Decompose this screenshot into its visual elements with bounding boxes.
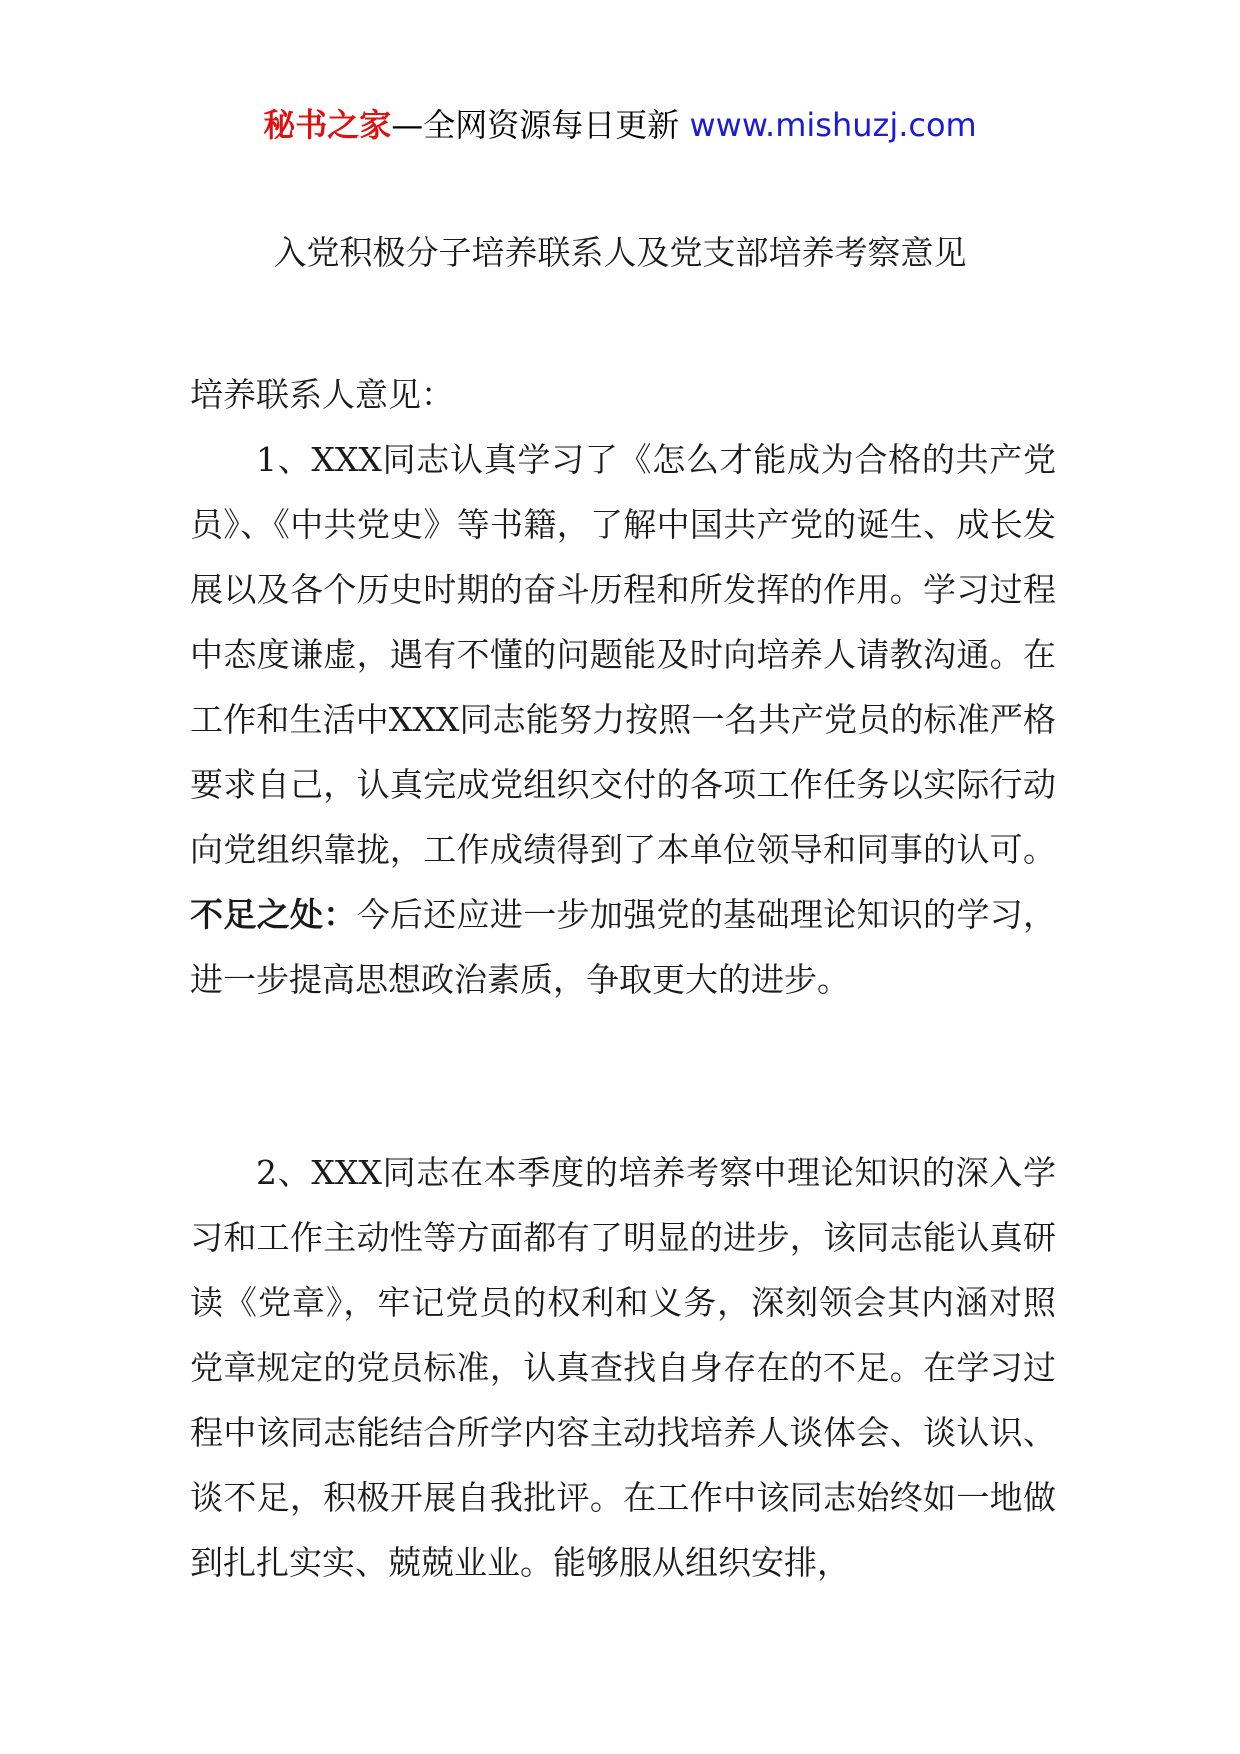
paragraph-1-continuation: 今后还应进一步加强党的基础理论知识的学习，进一步提高思想政治素质，争取更大的进步。 bbox=[190, 895, 1057, 999]
paragraph-1-text: 1、XXX同志认真学习了《怎么才能成为合格的共产党员》、《中共党史》等书籍，了解中国共产党的诞生、成长发展以及各个历史时期的奋斗历程和所发挥的作用。学习过程中态度谦虚，遇有不懂的问题能及时向培养人请教沟通。在工作和生活中XXX同志能努力按照一名共产党员的标准严格要求自己，认真完成党组织交付的各项工作任务以实际行动向党组织靠拢，工作成绩得到了本单位领导和同事的认可。 bbox=[190, 440, 1056, 869]
brand-name: 秘书之家 bbox=[263, 106, 392, 144]
paragraph-2: 2、XXX同志在本季度的培养考察中理论知识的深入学习和工作主动性等方面都有了明显的进步，该同志能认真研读《党章》，牢记党员的权利和义务，深刻领会其内涵对照党章规定的党员标准，认真查找自身存在的不足。在学习过程中该同志能结合所学内容主动找培养人谈体会、谈认识、谈不足，积极开展自我批评。在工作中该同志始终如一地做到扎扎实实、兢兢业业。能够服从组织安排， bbox=[190, 1153, 1056, 1582]
paragraph-1 bbox=[190, 427, 1056, 1012]
site-header bbox=[0, 100, 1240, 150]
site-url-link[interactable]: www.mishuzj.com bbox=[689, 106, 977, 144]
section-label: 培养联系人意见： bbox=[190, 375, 454, 414]
document-title: 入党积极分子培养联系人及党支部培养考察意见 bbox=[273, 233, 967, 272]
deficiency-label: 不足之处： bbox=[190, 895, 357, 934]
header-tagline: —全网资源每日更新 bbox=[391, 106, 690, 144]
